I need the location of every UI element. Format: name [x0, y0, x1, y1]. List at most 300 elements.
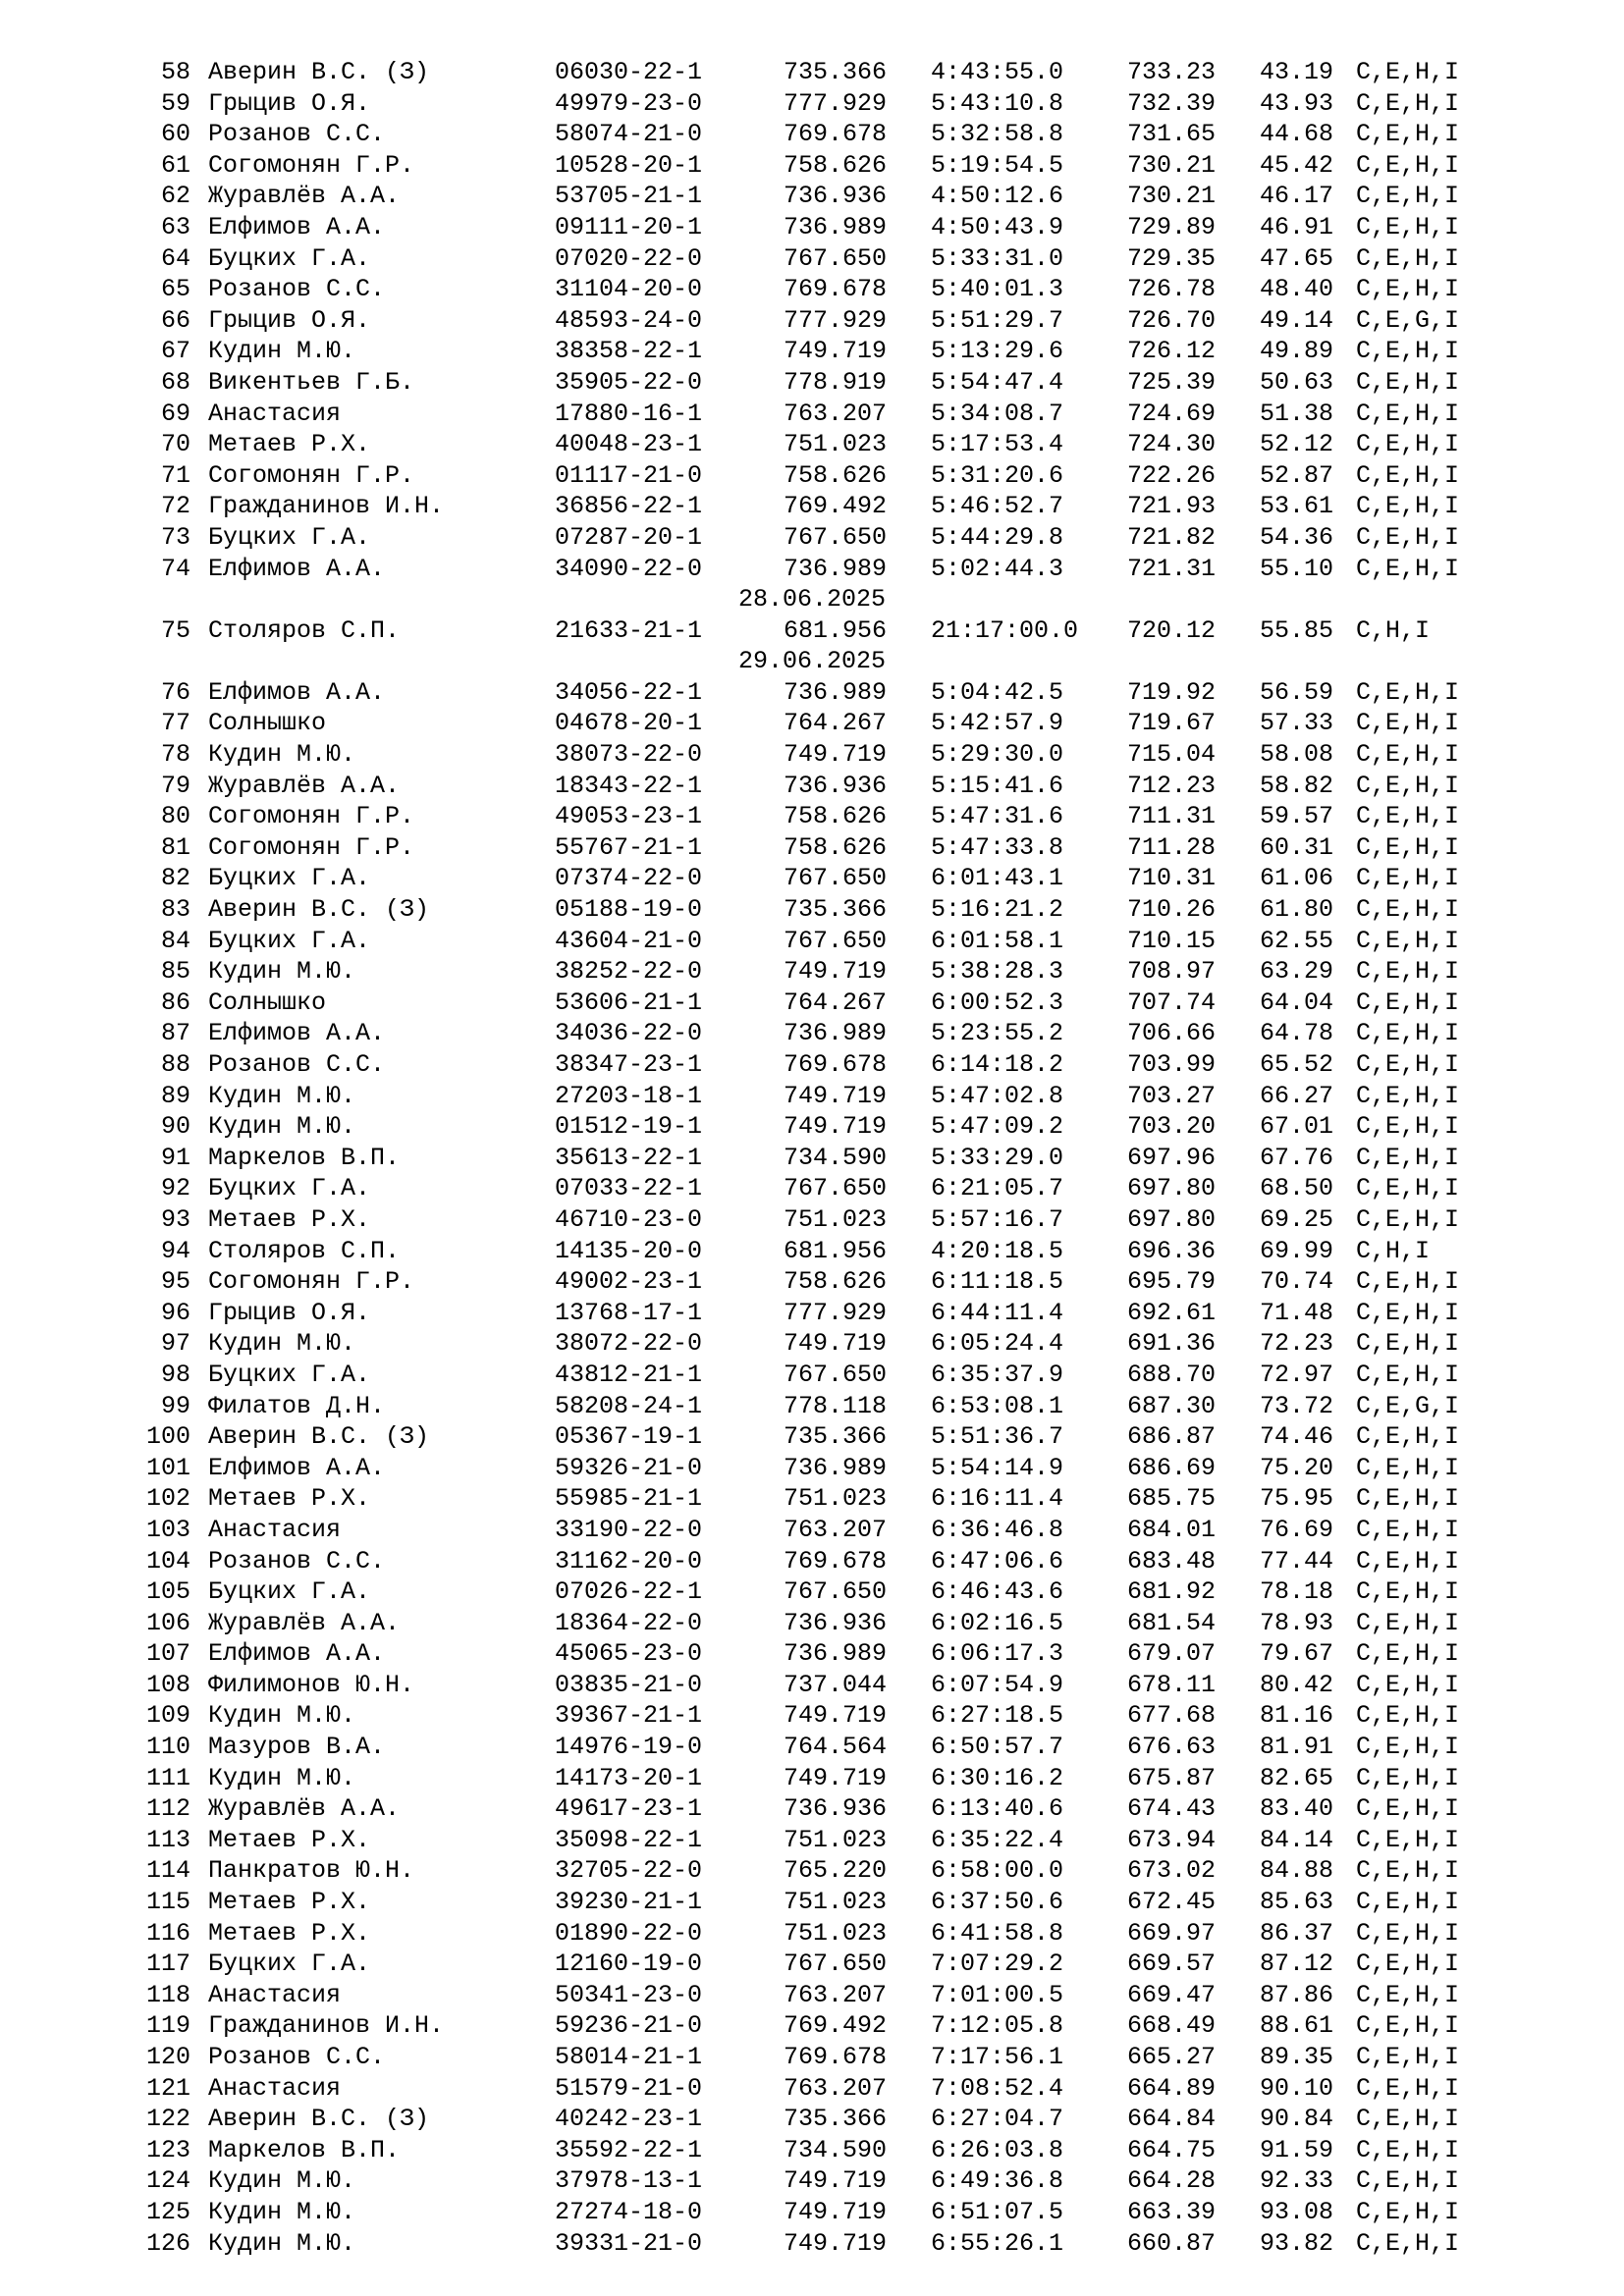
flight-time: 6:35:22.4 [931, 1825, 1064, 1854]
fancier-name: Столяров С.П. [208, 615, 401, 645]
distance: 751.023 [784, 1888, 888, 1917]
speed: 726.12 [1127, 337, 1217, 366]
ring-number: 07374-22-0 [555, 864, 703, 893]
distance: 749.719 [784, 1329, 888, 1359]
distance: 736.936 [784, 771, 888, 800]
ring-number: 34036-22-0 [555, 1019, 703, 1048]
table-row [0, 863, 1624, 894]
flags: C,E,H,I [1356, 771, 1460, 800]
ring-number: 35098-22-1 [555, 1825, 703, 1854]
table-row [0, 181, 1624, 212]
coefficient: 55.85 [1260, 615, 1334, 645]
coefficient: 87.12 [1260, 1949, 1334, 1979]
speed: 721.93 [1127, 492, 1217, 521]
table-row [0, 1018, 1624, 1049]
ring-number: 55985-21-1 [555, 1484, 703, 1514]
flight-time: 5:54:14.9 [931, 1453, 1064, 1482]
distance: 734.590 [784, 2135, 888, 2164]
distance: 751.023 [784, 1484, 888, 1514]
speed: 686.87 [1127, 1422, 1217, 1452]
speed: 664.84 [1127, 2105, 1217, 2134]
row-number: 112 [145, 1794, 190, 1824]
flags: C,E,H,I [1356, 2135, 1460, 2164]
speed: 719.92 [1127, 677, 1217, 707]
ring-number: 46710-23-0 [555, 1204, 703, 1234]
flight-time: 6:44:11.4 [931, 1298, 1064, 1327]
flight-time: 6:47:06.6 [931, 1546, 1064, 1575]
coefficient: 63.29 [1260, 957, 1334, 987]
fancier-name: Кудин М.Ю. [208, 740, 356, 770]
speed: 730.21 [1127, 182, 1217, 211]
ring-number: 55767-21-1 [555, 832, 703, 862]
distance: 764.267 [784, 709, 888, 738]
fancier-name: Елфимов А.А. [208, 554, 386, 583]
flight-time: 5:51:36.7 [931, 1422, 1064, 1452]
table-row [0, 708, 1624, 739]
fancier-name: Грыцив О.Я. [208, 1298, 371, 1327]
flags: C,E,H,I [1356, 1763, 1460, 1792]
ring-number: 58208-24-1 [555, 1391, 703, 1420]
coefficient: 74.46 [1260, 1422, 1334, 1452]
flight-time: 5:16:21.2 [931, 895, 1064, 925]
speed: 703.27 [1127, 1081, 1217, 1110]
flight-time: 5:57:16.7 [931, 1204, 1064, 1234]
flight-time: 5:38:28.3 [931, 957, 1064, 987]
speed: 708.97 [1127, 957, 1217, 987]
speed: 697.96 [1127, 1143, 1217, 1172]
date-separator [0, 584, 1624, 615]
row-number: 78 [160, 740, 190, 770]
row-number: 92 [160, 1174, 190, 1203]
ring-number: 49979-23-0 [555, 88, 703, 118]
coefficient: 43.93 [1260, 88, 1334, 118]
row-number: 122 [145, 2105, 190, 2134]
flight-time: 6:41:58.8 [931, 1918, 1064, 1948]
coefficient: 47.65 [1260, 243, 1334, 273]
row-number: 104 [145, 1546, 190, 1575]
coefficient: 81.91 [1260, 1733, 1334, 1762]
row-number: 95 [160, 1267, 190, 1297]
distance: 763.207 [784, 2073, 888, 2103]
flight-time: 6:05:24.4 [931, 1329, 1064, 1359]
row-number: 74 [160, 554, 190, 583]
distance: 751.023 [784, 1918, 888, 1948]
table-row [0, 926, 1624, 957]
coefficient: 93.82 [1260, 2228, 1334, 2258]
table-row [0, 677, 1624, 709]
distance: 751.023 [784, 1204, 888, 1234]
row-number: 125 [145, 2197, 190, 2226]
flags: C,E,H,I [1356, 832, 1460, 862]
row-number: 94 [160, 1236, 190, 1265]
speed: 724.30 [1127, 430, 1217, 459]
flags: C,E,H,I [1356, 1019, 1460, 1048]
flight-time: 7:08:52.4 [931, 2073, 1064, 2103]
fancier-name: Викентьев Г.Б. [208, 367, 415, 397]
row-number: 66 [160, 305, 190, 335]
speed: 720.12 [1127, 615, 1217, 645]
table-row [0, 894, 1624, 926]
fancier-name: Журавлёв А.А. [208, 182, 401, 211]
ring-number: 06030-22-1 [555, 58, 703, 86]
flight-time: 6:35:37.9 [931, 1360, 1064, 1389]
speed: 673.94 [1127, 1825, 1217, 1854]
flags: C,E,H,I [1356, 430, 1460, 459]
flight-time: 6:01:58.1 [931, 926, 1064, 955]
table-row [0, 150, 1624, 182]
fancier-name: Елфимов А.А. [208, 1639, 386, 1669]
row-number: 61 [160, 150, 190, 180]
table-row [0, 1670, 1624, 1701]
fancier-name: Аверин В.С. (З) [208, 2105, 430, 2134]
fancier-name: Журавлёв А.А. [208, 771, 401, 800]
ring-number: 49617-23-1 [555, 1794, 703, 1824]
speed: 669.57 [1127, 1949, 1217, 1979]
flags: C,E,H,I [1356, 1453, 1460, 1482]
distance: 735.366 [784, 2105, 888, 2134]
flight-time: 5:15:41.6 [931, 771, 1064, 800]
ring-number: 14135-20-0 [555, 1236, 703, 1265]
coefficient: 54.36 [1260, 522, 1334, 552]
distance: 764.564 [784, 1733, 888, 1762]
fancier-name: Мазуров В.А. [208, 1733, 386, 1762]
flags: C,E,H,I [1356, 1515, 1460, 1544]
coefficient: 84.88 [1260, 1856, 1334, 1886]
table-row [0, 1236, 1624, 1267]
ring-number: 38358-22-1 [555, 337, 703, 366]
coefficient: 52.87 [1260, 460, 1334, 490]
flags: C,E,H,I [1356, 2166, 1460, 2196]
row-number: 124 [145, 2166, 190, 2196]
ring-number: 53606-21-1 [555, 988, 703, 1017]
speed: 664.28 [1127, 2166, 1217, 2196]
coefficient: 90.10 [1260, 2073, 1334, 2103]
flags: C,E,H,I [1356, 1825, 1460, 1854]
ring-number: 53705-21-1 [555, 182, 703, 211]
flags: C,E,H,I [1356, 1298, 1460, 1327]
flight-time: 6:01:43.1 [931, 864, 1064, 893]
speed: 668.49 [1127, 2011, 1217, 2041]
fancier-name: Кудин М.Ю. [208, 1081, 356, 1110]
flags: C,E,H,I [1356, 1143, 1460, 1172]
coefficient: 61.06 [1260, 864, 1334, 893]
flags: C,E,H,I [1356, 1360, 1460, 1389]
speed: 733.23 [1127, 58, 1217, 86]
fancier-name: Кудин М.Ю. [208, 1701, 356, 1731]
table-row [0, 1204, 1624, 1236]
coefficient: 64.04 [1260, 988, 1334, 1017]
distance: 777.929 [784, 305, 888, 335]
ring-number: 39367-21-1 [555, 1701, 703, 1731]
row-number: 87 [160, 1019, 190, 1048]
speed: 684.01 [1127, 1515, 1217, 1544]
speed: 703.99 [1127, 1050, 1217, 1079]
coefficient: 49.89 [1260, 337, 1334, 366]
coefficient: 52.12 [1260, 430, 1334, 459]
table-row [0, 1143, 1624, 1174]
table-row [0, 1887, 1624, 1918]
distance: 765.220 [784, 1856, 888, 1886]
fancier-name: Буцких Г.А. [208, 926, 371, 955]
distance: 763.207 [784, 1980, 888, 2009]
fancier-name: Согомонян Г.Р. [208, 150, 415, 180]
row-number: 115 [145, 1888, 190, 1917]
row-number: 70 [160, 430, 190, 459]
fancier-name: Буцких Г.А. [208, 1577, 371, 1607]
flags: C,E,H,I [1356, 150, 1460, 180]
table-row [0, 1483, 1624, 1515]
fancier-name: Анастасия [208, 1515, 342, 1544]
coefficient: 78.18 [1260, 1577, 1334, 1607]
table-row [0, 771, 1624, 802]
fancier-name: Буцких Г.А. [208, 864, 371, 893]
coefficient: 75.20 [1260, 1453, 1334, 1482]
coefficient: 79.67 [1260, 1639, 1334, 1669]
flags: C,E,H,I [1356, 399, 1460, 428]
fancier-name: Елфимов А.А. [208, 1453, 386, 1482]
coefficient: 58.82 [1260, 771, 1334, 800]
ring-number: 40048-23-1 [555, 430, 703, 459]
ring-number: 32705-22-0 [555, 1856, 703, 1886]
flags: C,E,H,I [1356, 2011, 1460, 2041]
distance: 735.366 [784, 58, 888, 86]
speed: 710.15 [1127, 926, 1217, 955]
flight-time: 6:30:16.2 [931, 1763, 1064, 1792]
distance: 736.936 [784, 1794, 888, 1824]
flight-time: 5:33:31.0 [931, 243, 1064, 273]
speed: 721.82 [1127, 522, 1217, 552]
flight-time: 6:53:08.1 [931, 1391, 1064, 1420]
row-number: 117 [145, 1949, 190, 1979]
flight-time: 5:02:44.3 [931, 554, 1064, 583]
flags: C,E,H,I [1356, 1794, 1460, 1824]
fancier-name: Панкратов Ю.Н. [208, 1856, 415, 1886]
distance: 737.044 [784, 1670, 888, 1699]
flight-time: 6:07:54.9 [931, 1670, 1064, 1699]
flags: C,E,H,I [1356, 677, 1460, 707]
flight-time: 6:21:05.7 [931, 1174, 1064, 1203]
distance: 764.267 [784, 988, 888, 1017]
speed: 697.80 [1127, 1204, 1217, 1234]
speed: 663.39 [1127, 2197, 1217, 2226]
table-row [0, 429, 1624, 460]
distance: 681.956 [784, 615, 888, 645]
speed: 731.65 [1127, 120, 1217, 149]
row-number: 58 [160, 58, 190, 86]
fancier-name: Грыцив О.Я. [208, 88, 371, 118]
flight-time: 5:04:42.5 [931, 677, 1064, 707]
flight-time: 5:17:53.4 [931, 430, 1064, 459]
row-number: 113 [145, 1825, 190, 1854]
fancier-name: Розанов С.С. [208, 2043, 386, 2071]
ring-number: 50341-23-0 [555, 1980, 703, 2009]
table-row [0, 988, 1624, 1019]
flags: C,E,G,I [1356, 1391, 1460, 1420]
flags: C,H,I [1356, 615, 1431, 645]
date-separator [0, 646, 1624, 677]
table-row [0, 1638, 1624, 1670]
flight-time: 4:20:18.5 [931, 1236, 1064, 1265]
row-number: 67 [160, 337, 190, 366]
flight-time: 7:01:00.5 [931, 1980, 1064, 2009]
flags: C,E,H,I [1356, 1670, 1460, 1699]
ring-number: 37978-13-1 [555, 2166, 703, 2196]
flight-time: 6:50:57.7 [931, 1733, 1064, 1762]
coefficient: 68.50 [1260, 1174, 1334, 1203]
speed: 729.89 [1127, 212, 1217, 241]
flight-time: 5:23:55.2 [931, 1019, 1064, 1048]
distance: 777.929 [784, 1298, 888, 1327]
coefficient: 57.33 [1260, 709, 1334, 738]
distance: 749.719 [784, 2197, 888, 2226]
ring-number: 35592-22-1 [555, 2135, 703, 2164]
coefficient: 72.97 [1260, 1360, 1334, 1389]
row-number: 69 [160, 399, 190, 428]
row-number: 110 [145, 1733, 190, 1762]
ring-number: 14173-20-1 [555, 1763, 703, 1792]
table-row [0, 1391, 1624, 1422]
fancier-name: Столяров С.П. [208, 1236, 401, 1265]
speed: 681.54 [1127, 1608, 1217, 1637]
flight-time: 5:46:52.7 [931, 492, 1064, 521]
speed: 730.21 [1127, 150, 1217, 180]
row-number: 84 [160, 926, 190, 955]
fancier-name: Согомонян Г.Р. [208, 1267, 415, 1297]
ring-number: 40242-23-1 [555, 2105, 703, 2134]
row-number: 80 [160, 802, 190, 831]
results-table [0, 57, 1624, 2259]
distance: 749.719 [784, 1112, 888, 1142]
flight-time: 6:06:17.3 [931, 1639, 1064, 1669]
coefficient: 46.17 [1260, 182, 1334, 211]
distance: 763.207 [784, 399, 888, 428]
ring-number: 38347-23-1 [555, 1050, 703, 1079]
row-number: 93 [160, 1204, 190, 1234]
coefficient: 84.14 [1260, 1825, 1334, 1854]
fancier-name: Анастасия [208, 1980, 342, 2009]
fancier-name: Анастасия [208, 399, 342, 428]
table-row [0, 1855, 1624, 1887]
distance: 758.626 [784, 150, 888, 180]
ring-number: 13768-17-1 [555, 1298, 703, 1327]
table-row [0, 2228, 1624, 2260]
table-row [0, 1266, 1624, 1298]
distance: 769.678 [784, 120, 888, 149]
ring-number: 12160-19-0 [555, 1949, 703, 1979]
distance: 767.650 [784, 1174, 888, 1203]
coefficient: 48.40 [1260, 275, 1334, 304]
fancier-name: Буцких Г.А. [208, 243, 371, 273]
coefficient: 51.38 [1260, 399, 1334, 428]
ring-number: 07020-22-0 [555, 243, 703, 273]
speed: 710.31 [1127, 864, 1217, 893]
table-row [0, 2010, 1624, 2042]
flight-time: 6:02:16.5 [931, 1608, 1064, 1637]
table-row [0, 956, 1624, 988]
table-row [0, 1546, 1624, 1577]
coefficient: 76.69 [1260, 1515, 1334, 1544]
table-row [0, 1732, 1624, 1763]
fancier-name: Маркелов В.П. [208, 1143, 401, 1172]
row-number: 79 [160, 771, 190, 800]
fancier-name: Кудин М.Ю. [208, 337, 356, 366]
ring-number: 51579-21-0 [555, 2073, 703, 2103]
row-number: 119 [145, 2011, 190, 2041]
flags: C,E,H,I [1356, 460, 1460, 490]
table-row [0, 1328, 1624, 1360]
row-number: 73 [160, 522, 190, 552]
flags: C,E,H,I [1356, 926, 1460, 955]
coefficient: 83.40 [1260, 1794, 1334, 1824]
flight-time: 6:26:03.8 [931, 2135, 1064, 2164]
ring-number: 43812-21-1 [555, 1360, 703, 1389]
flags: C,E,H,I [1356, 2043, 1460, 2071]
speed: 711.28 [1127, 832, 1217, 862]
speed: 712.23 [1127, 771, 1217, 800]
flight-time: 6:27:18.5 [931, 1701, 1064, 1731]
row-number: 103 [145, 1515, 190, 1544]
flags: C,E,H,I [1356, 1949, 1460, 1979]
fancier-name: Кудин М.Ю. [208, 2228, 356, 2258]
distance: 777.929 [784, 88, 888, 118]
table-row [0, 1918, 1624, 1949]
flags: C,E,H,I [1356, 1733, 1460, 1762]
distance: 767.650 [784, 864, 888, 893]
table-row [0, 88, 1624, 120]
coefficient: 73.72 [1260, 1391, 1334, 1420]
fancier-name: Кудин М.Ю. [208, 1329, 356, 1359]
flight-time: 6:49:36.8 [931, 2166, 1064, 2196]
flags: C,E,H,I [1356, 1329, 1460, 1359]
fancier-name: Елфимов А.А. [208, 1019, 386, 1048]
ring-number: 34090-22-0 [555, 554, 703, 583]
row-number: 96 [160, 1298, 190, 1327]
ring-number: 39331-21-0 [555, 2228, 703, 2258]
distance: 749.719 [784, 337, 888, 366]
coefficient: 53.61 [1260, 492, 1334, 521]
fancier-name: Розанов С.С. [208, 275, 386, 304]
fancier-name: Согомонян Г.Р. [208, 802, 415, 831]
table-row [0, 243, 1624, 275]
flags: C,E,H,I [1356, 182, 1460, 211]
flight-time: 6:51:07.5 [931, 2197, 1064, 2226]
row-number: 90 [160, 1112, 190, 1142]
ring-number: 36856-22-1 [555, 492, 703, 521]
distance: 736.936 [784, 182, 888, 211]
row-number: 62 [160, 182, 190, 211]
fancier-name: Аверин В.С. (З) [208, 1422, 430, 1452]
flags: C,E,H,I [1356, 2105, 1460, 2134]
ring-number: 59236-21-0 [555, 2011, 703, 2041]
speed: 679.07 [1127, 1639, 1217, 1669]
speed: 678.11 [1127, 1670, 1217, 1699]
row-number: 109 [145, 1701, 190, 1731]
flight-time: 6:27:04.7 [931, 2105, 1064, 2134]
row-number: 101 [145, 1453, 190, 1482]
speed: 726.70 [1127, 305, 1217, 335]
flight-time: 5:47:33.8 [931, 832, 1064, 862]
ring-number: 35905-22-0 [555, 367, 703, 397]
fancier-name: Метаев Р.Х. [208, 1825, 371, 1854]
table-row [0, 1081, 1624, 1112]
ring-number: 01890-22-0 [555, 1918, 703, 1948]
flight-time: 6:13:40.6 [931, 1794, 1064, 1824]
row-number: 64 [160, 243, 190, 273]
coefficient: 91.59 [1260, 2135, 1334, 2164]
speed: 664.75 [1127, 2135, 1217, 2164]
speed: 719.67 [1127, 709, 1217, 738]
table-row [0, 1700, 1624, 1732]
